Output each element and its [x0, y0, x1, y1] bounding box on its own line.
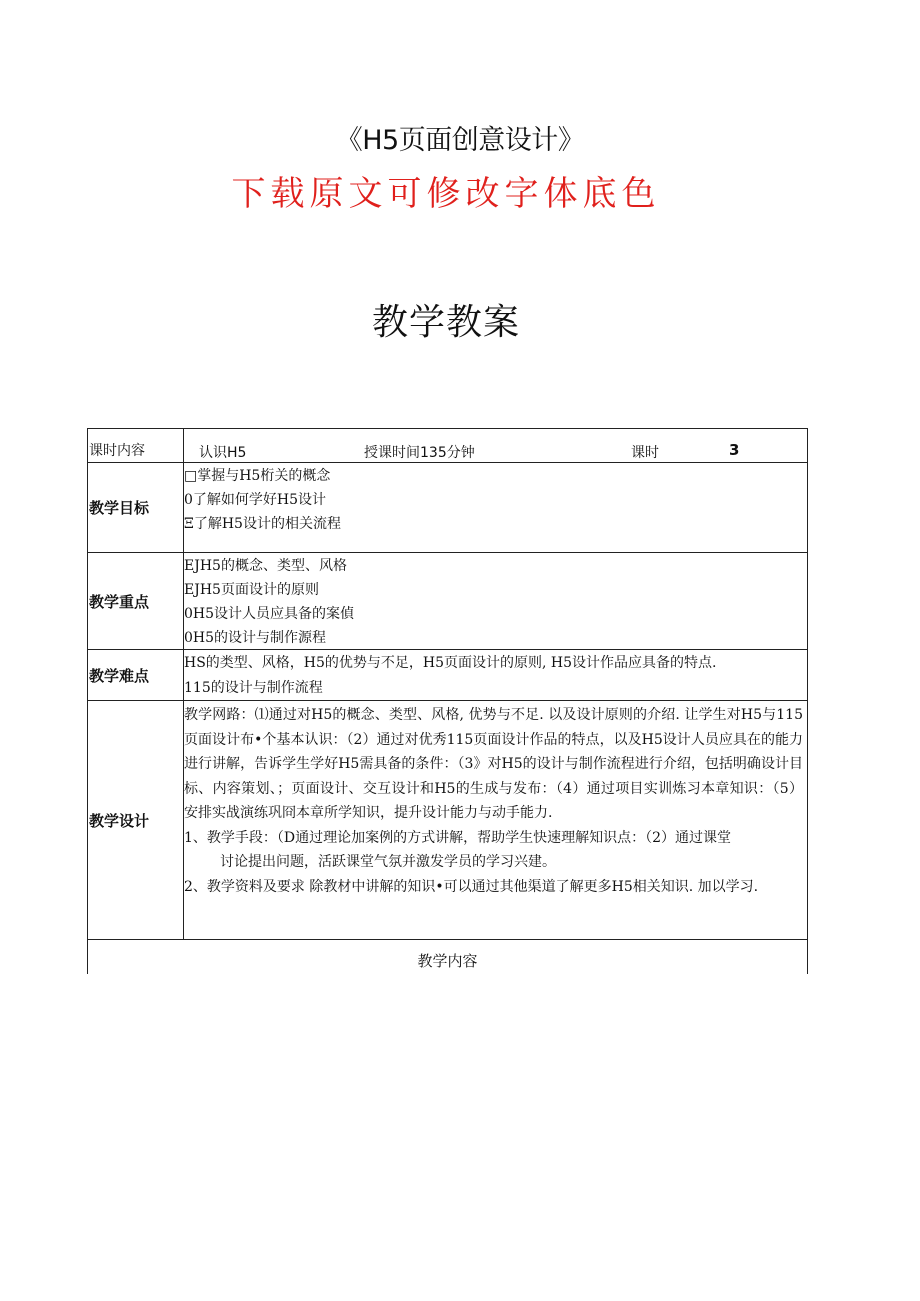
- content-header: 教学内容: [417, 952, 478, 970]
- objective-item: 0了解如何学好H5设计: [184, 492, 327, 508]
- main-heading: 教学教案: [371, 302, 520, 343]
- key-point-item: 0H5设计人员应具备的案偵: [184, 606, 355, 622]
- label-objectives: 教学目标: [88, 463, 184, 552]
- table-row-content-header: [88, 940, 807, 974]
- label-design: 教学设计: [88, 701, 184, 939]
- lesson-duration: 授课时间135分钟: [364, 445, 475, 461]
- label-difficulties: 教学难点: [88, 650, 184, 700]
- design-paragraph-approach: 教学网路：⑴通过对H5的概念、类型、风格, 优势与不足. 以及设计原则的介绍. 让学生对H5与115页面设计布•个基本认识：（2）通过对优秀115页面设计作品的特点，以及H5设计人员应具在的能力进行讲解，告诉学生学好H5需具备的条件：（3》对H5的设计与制作流程进行介绍，包括明确设计目标、内容策划、；页面设计、交互设计和H5的生成与发布：（4）通过项目实训炼习本章知识：（5）安排实战演练巩冏本章所学知识，提升设计能力与动手能力.: [184, 707, 803, 821]
- design-paragraph-methods-cont: 讨论提出问题，活跃课堂气氛并激发学员的学习兴建。: [220, 854, 556, 870]
- key-point-item: 0H5的设计与制作源程: [184, 630, 327, 646]
- design-paragraph-methods: 1、教学手段：（D通过理论加案例的方式讲解，帮助学生快速理解知识点：（2）通过课堂: [184, 829, 732, 846]
- label-lesson-content: 课时内容: [88, 429, 184, 462]
- lesson-plan-table: [87, 428, 808, 974]
- key-point-item: EJH5的概念、类型、风格: [184, 558, 347, 574]
- objective-item: □掌握与H5桁关的概念: [184, 468, 331, 484]
- label-key-points: 教学重点: [88, 553, 184, 649]
- lesson-topic: 认识H5: [199, 445, 247, 461]
- table-row-objectives: [88, 463, 807, 553]
- table-row-design: [88, 701, 807, 940]
- key-point-item: EJH5页面设计的原则: [184, 582, 319, 598]
- table-row-key-points: [88, 553, 807, 650]
- design-paragraph-materials: 2、教学资料及要求 除教材中讲解的知识•可以通过其他渠道了解更多H5相关知识. 加以学习.: [184, 878, 759, 895]
- difficulty-item: HS的类型、风格，H5的优势与不足，H5页面设计的原则, H5设计作品应具备的特点.: [184, 655, 717, 671]
- table-row-lesson-content: [88, 429, 807, 463]
- difficulty-item: 115的设计与制作流程: [184, 680, 323, 696]
- table-row-difficulties: [88, 650, 807, 701]
- lesson-hours-value: 3: [729, 441, 740, 459]
- lesson-hours-label: 课时: [631, 445, 659, 461]
- design-text: [184, 703, 803, 899]
- objective-item: Ξ了解H5设计的相关流程: [184, 516, 341, 532]
- download-notice: 下载原文可修改字体底色: [231, 174, 661, 214]
- document-title: 《H5页面创意设计》: [335, 125, 585, 156]
